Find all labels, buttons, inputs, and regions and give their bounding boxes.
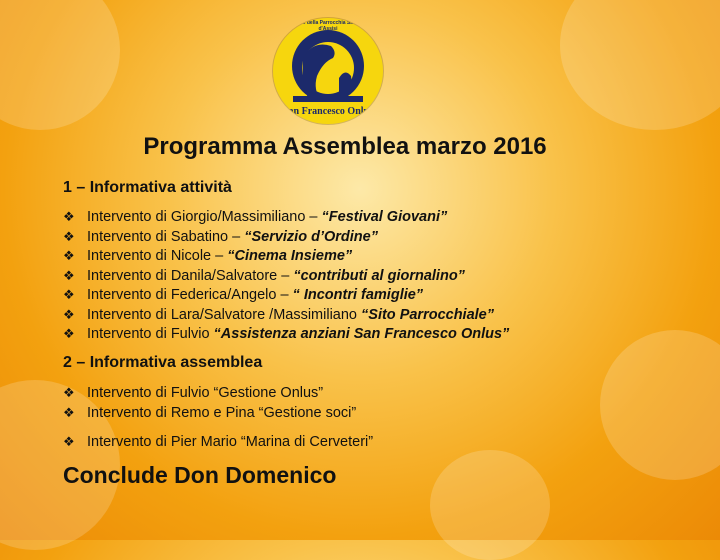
diamond-bullet-icon: ❖	[63, 267, 75, 283]
background-flower	[600, 330, 720, 480]
assembly-list	[63, 383, 373, 452]
list-item: ❖ Intervento di Fulvio “Assistenza anziani San Francesco Onlus”	[63, 326, 510, 342]
list-item: ❖ Intervento di Lara/Salvatore /Massimiliano “Sito Parrocchiale”	[63, 306, 494, 323]
background-flower	[430, 450, 550, 560]
section-heading-assemblea: 2 – Informativa assemblea	[63, 354, 263, 371]
closing-line: Conclude Don Domenico	[63, 462, 337, 488]
list-item: ❖ Intervento di Nicole – “Cinema Insieme”	[63, 248, 353, 264]
list-item: ❖ Intervento di Pier Mario “Marina di Cerveteri”	[63, 434, 374, 450]
section-heading-attivita: 1 – Informativa attività	[63, 179, 232, 196]
page-title: Programma Assemblea marzo 2016	[143, 133, 547, 160]
background-flower	[560, 0, 720, 130]
diamond-bullet-icon: ❖	[63, 306, 75, 322]
list-item: ❖ Intervento di Fulvio “Gestione Onlus”	[63, 385, 324, 401]
logo	[273, 18, 383, 124]
diamond-bullet-icon: ❖	[63, 228, 75, 244]
list-item: ❖ Intervento di Giorgio/Massimiliano – “Festival Giovani”	[63, 209, 448, 225]
diamond-bullet-icon: ❖	[63, 287, 75, 302]
list-item: ❖ Intervento di Remo e Pina “Gestione soci”	[63, 404, 357, 421]
diamond-bullet-icon: ❖	[63, 248, 75, 263]
logo-name: San Francesco Onlus	[282, 106, 373, 117]
diamond-bullet-icon: ❖	[63, 404, 75, 420]
diamond-bullet-icon: ❖	[63, 385, 75, 400]
activity-list	[63, 207, 509, 344]
diamond-bullet-icon: ❖	[63, 209, 75, 224]
background-flower	[0, 0, 120, 130]
list-item: ❖ Intervento di Sabatino – “Servizio d’Ordine”	[63, 228, 378, 245]
list-item: ❖ Intervento di Federica/Angelo – “ Incontri famiglie”	[63, 287, 424, 303]
list-item: ❖ Intervento di Danila/Salvatore – “contributi al giornalino”	[63, 267, 465, 284]
diamond-bullet-icon: ❖	[63, 326, 75, 341]
logo-arc-text: Associazione della Parrocchia San Francesco d'Assisi	[273, 20, 383, 32]
diamond-bullet-icon: ❖	[63, 434, 75, 449]
